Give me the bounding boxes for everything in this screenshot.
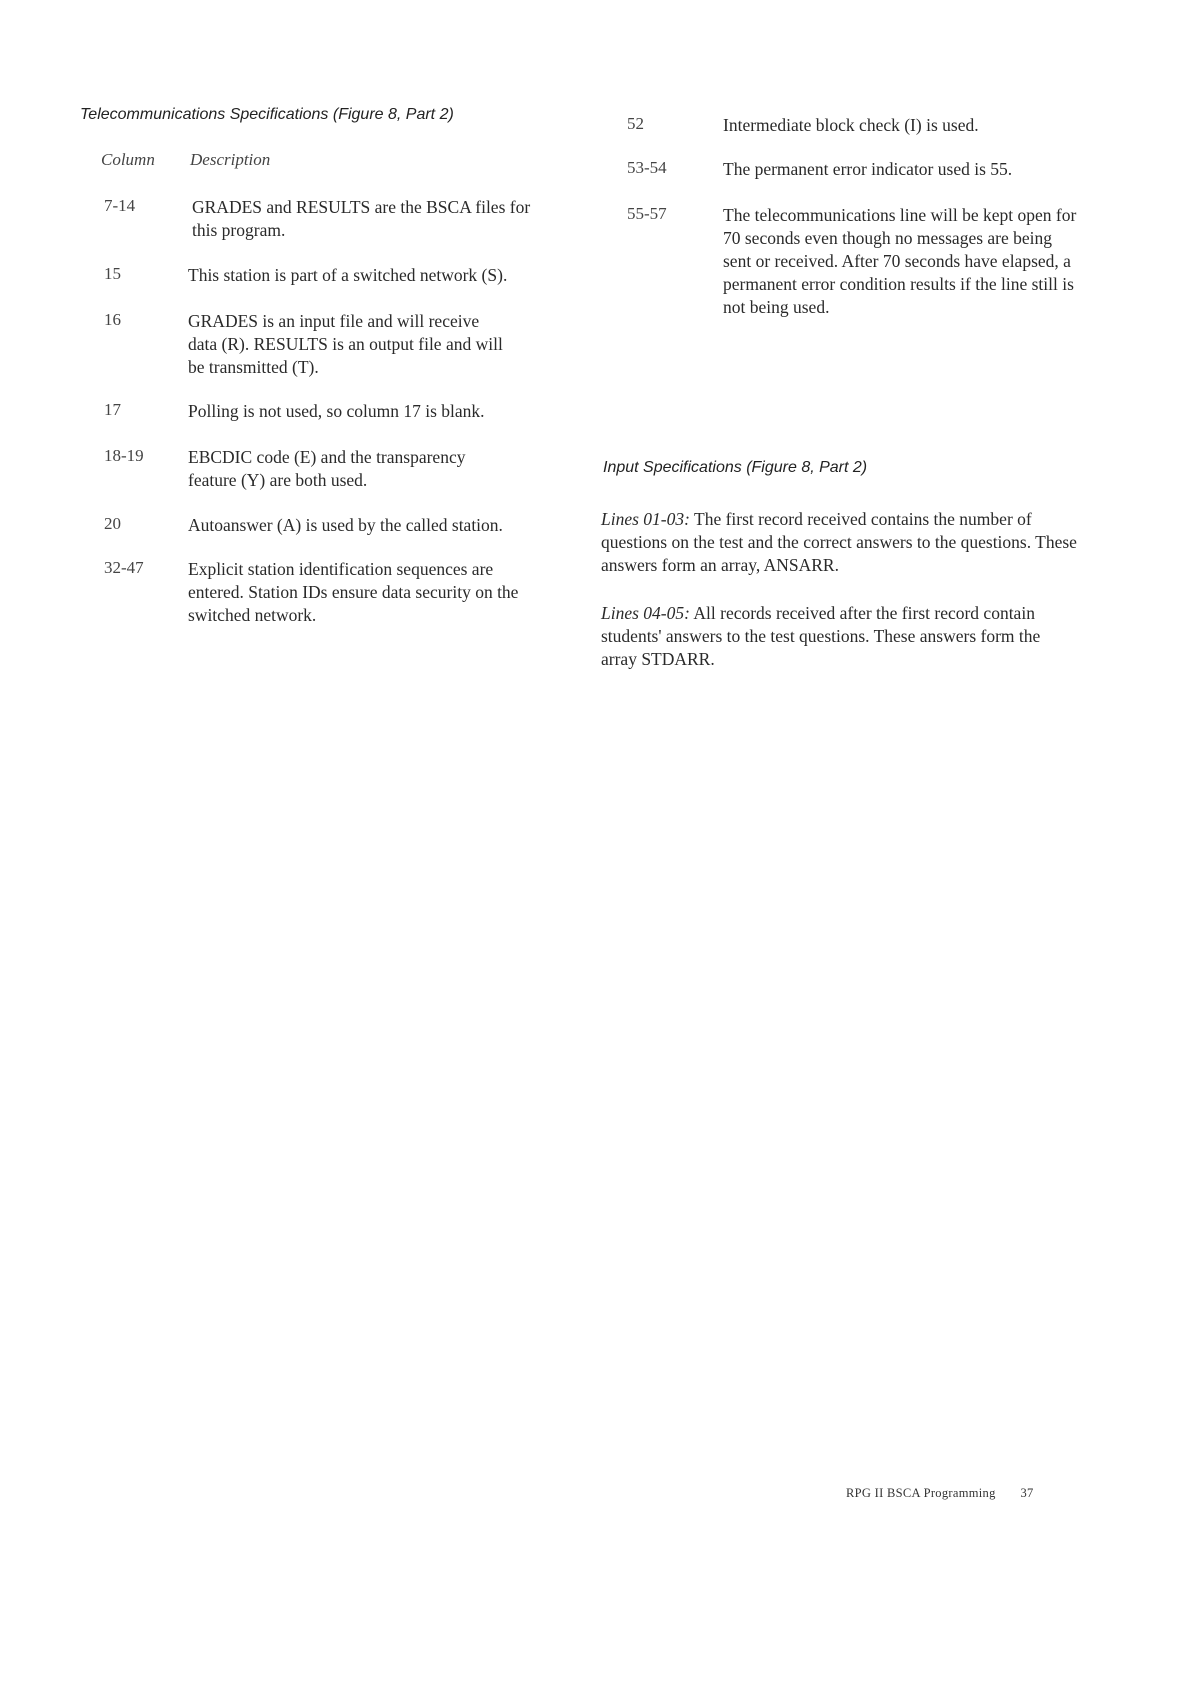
column-value: 52 bbox=[627, 114, 644, 133]
column-value: 16 bbox=[104, 310, 121, 329]
paragraph-lines-04-05 bbox=[601, 602, 1061, 671]
description-text: EBCDIC code (E) and the transparency feature (Y) are both used. bbox=[188, 447, 466, 490]
column-value: 7-14 bbox=[104, 196, 136, 215]
spec-row-52 bbox=[627, 114, 1073, 137]
paragraph-label: Lines 01-03: bbox=[601, 509, 690, 529]
telecom-spec-heading: Telecommunications Specifications (Figure 8, Part 2) bbox=[80, 106, 454, 123]
spec-row-18-19 bbox=[104, 446, 508, 492]
column-value: 53-54 bbox=[627, 158, 667, 177]
footer bbox=[846, 1486, 1034, 1501]
page-number: 37 bbox=[1020, 1486, 1034, 1500]
spec-row-32-47 bbox=[104, 558, 533, 627]
description-text: Intermediate block check (I) is used. bbox=[723, 115, 979, 135]
column-value: 32-47 bbox=[104, 558, 144, 577]
spec-row-16 bbox=[104, 310, 508, 379]
description-header: Description bbox=[190, 150, 271, 169]
column-value: 55-57 bbox=[627, 204, 667, 223]
column-value: 18-19 bbox=[104, 446, 144, 465]
description-text: This station is part of a switched network (S). bbox=[188, 265, 508, 285]
footer-title: RPG II BSCA Programming bbox=[846, 1486, 996, 1500]
column-value: 17 bbox=[104, 400, 121, 419]
description-text: GRADES is an input file and will receive data (R). RESULTS is an output file and will be transmitted (T). bbox=[188, 311, 503, 377]
spec-row-17 bbox=[104, 400, 533, 423]
spec-row-55-57 bbox=[627, 204, 1078, 319]
paragraph-text: The first record received contains the number of questions on the test and the correct answers to the questions. These answers form an array, ANSARR. bbox=[601, 509, 1077, 575]
spec-row-7-14 bbox=[104, 196, 537, 242]
paragraph-text: All records received after the first record contain students' answers to the test questions. These answers form the array STDARR. bbox=[601, 603, 1041, 669]
column-value: 15 bbox=[104, 264, 121, 283]
description-text: The permanent error indicator used is 55. bbox=[723, 159, 1013, 179]
paragraph-lines-01-03 bbox=[601, 508, 1089, 577]
spec-row-15 bbox=[104, 264, 543, 287]
column-header: Column bbox=[101, 150, 155, 169]
column-value: 20 bbox=[104, 514, 121, 533]
paragraph-label: Lines 04-05: bbox=[601, 603, 690, 623]
spec-row-53-54 bbox=[627, 158, 1073, 181]
input-spec-heading: Input Specifications (Figure 8, Part 2) bbox=[603, 459, 868, 476]
description-text: Polling is not used, so column 17 is blank. bbox=[188, 401, 485, 421]
description-text: Explicit station identification sequences are entered. Station IDs ensure data security on the switched network. bbox=[188, 559, 519, 625]
description-text: The telecommunications line will be kept open for 70 seconds even though no messages are being sent or received. After 70 seconds have elapsed, a permanent error condition results if the line still is not being used. bbox=[723, 205, 1077, 317]
description-text: GRADES and RESULTS are the BSCA files for this program. bbox=[192, 197, 531, 240]
description-text: Autoanswer (A) is used by the called station. bbox=[188, 515, 503, 535]
spec-row-20 bbox=[104, 514, 553, 537]
